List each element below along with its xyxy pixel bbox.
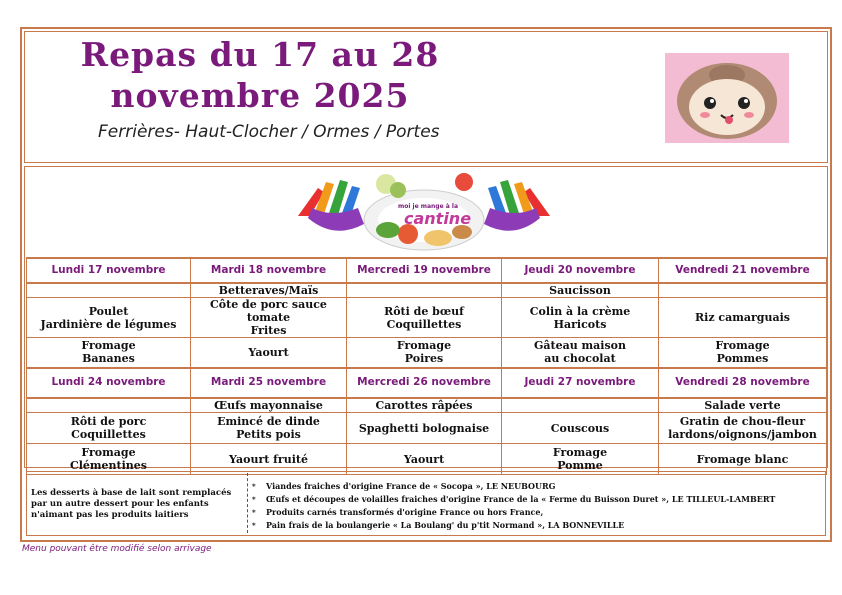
main-line: Frites — [250, 324, 287, 337]
dessert-line: au chocolat — [544, 352, 616, 366]
main-cell — [191, 298, 347, 338]
arrival-note: Menu pouvant être modifié selon arrivage — [22, 544, 212, 554]
main-line: Côte de porc sauce tomate — [210, 298, 327, 324]
day-header: Lundi 24 novembre — [27, 368, 191, 398]
main-cell — [502, 413, 659, 444]
banner-text-main: cantine — [404, 209, 472, 228]
day-header: Mardi 25 novembre — [191, 368, 347, 398]
dessert-line: Yaourt — [403, 452, 445, 466]
starter-cell — [27, 398, 191, 413]
main-line: Poulet — [88, 304, 129, 318]
starter-cell: Salade verte — [659, 398, 827, 413]
dessert-cell — [191, 444, 347, 475]
week1-day-row — [27, 258, 827, 283]
cantine-banner — [288, 168, 560, 254]
day-header: Jeudi 27 novembre — [502, 368, 659, 398]
dessert-cell — [347, 444, 502, 475]
main-line: lardons/oignons/jambon — [668, 428, 817, 441]
origin-text: Œufs et découpes de volailles fraiches d'origine France de la « Ferme du Buisson Duret », LE TILLEUL-LAMBERT — [266, 494, 776, 504]
dessert-cell — [502, 444, 659, 475]
bullet-icon: * — [252, 482, 256, 491]
dessert-line: Pomme — [557, 459, 603, 472]
dessert-line: Fromage — [552, 446, 608, 459]
main-line: Coquillettes — [386, 317, 462, 331]
origin-item — [252, 506, 822, 519]
main-cell — [191, 413, 347, 444]
main-line: Rôti de bœuf — [384, 304, 464, 318]
dessert-line: Fromage — [396, 339, 452, 353]
banner-text-top: moi je mange à la — [398, 203, 459, 210]
dessert-note — [31, 488, 236, 521]
main-line: Couscous — [550, 421, 610, 435]
dessert-note-line: n'aimant pas les produits laitiers — [31, 510, 189, 520]
origin-item — [252, 519, 822, 532]
origin-text: Produits carnés transformés d'origine France ou hors France, — [266, 507, 544, 517]
starter-cell — [27, 283, 191, 298]
starter-cell: Saucisson — [502, 283, 659, 298]
dessert-cell — [27, 444, 191, 475]
main-line: Jardinière de légumes — [40, 317, 177, 331]
main-cell — [659, 298, 827, 338]
main-line: Rôti de porc — [70, 415, 147, 428]
day-header: Vendredi 28 novembre — [659, 368, 827, 398]
title-line-2: novembre 2025 — [110, 76, 410, 115]
main-cell — [502, 298, 659, 338]
main-cell — [27, 413, 191, 444]
main-line: Colin à la crème — [529, 304, 631, 318]
origin-item — [252, 493, 822, 506]
dessert-line: Fromage — [715, 339, 770, 353]
day-header: Jeudi 20 novembre — [502, 258, 659, 283]
page-subtitle: Ferrières- Haut-Clocher / Ormes / Portes — [98, 122, 440, 142]
dessert-cell — [191, 338, 347, 368]
dessert-line: Poires — [404, 352, 444, 366]
day-header: Mercredi 26 novembre — [347, 368, 502, 398]
day-header: Mardi 18 novembre — [191, 258, 347, 283]
week2-dessert-row — [27, 444, 827, 475]
main-line: Riz camarguais — [695, 311, 790, 324]
main-line: Emincé de dinde — [217, 415, 320, 428]
menu-table — [26, 257, 827, 475]
dessert-cell — [659, 338, 827, 368]
dessert-line: Pommes — [716, 352, 769, 366]
main-line: Haricots — [553, 317, 607, 331]
week2-main-row — [27, 413, 827, 444]
starter-cell: Œufs mayonnaise — [191, 398, 347, 413]
avatar — [665, 53, 789, 143]
footer-divider — [247, 473, 248, 533]
starter-cell: Carottes râpées — [347, 398, 502, 413]
main-line: Coquillettes — [71, 428, 146, 441]
starter-cell — [502, 398, 659, 413]
main-line: Gratin de chou-fleur — [679, 415, 806, 428]
dessert-cell — [347, 338, 502, 368]
week1-starter-row — [27, 283, 827, 298]
dessert-cell — [27, 338, 191, 368]
cantine-hands-illustration — [288, 168, 560, 254]
dessert-line: Fromage — [81, 339, 136, 353]
day-header: Lundi 17 novembre — [27, 258, 191, 283]
main-cell — [659, 413, 827, 444]
week1-main-row — [27, 298, 827, 338]
origin-item — [252, 480, 822, 493]
dessert-line: Yaourt fruité — [229, 452, 308, 466]
bullet-icon: * — [252, 495, 256, 504]
dessert-note-line: Les desserts à base de lait sont remplacés — [31, 488, 232, 498]
starter-cell: Betteraves/Maïs — [191, 283, 347, 298]
main-cell — [347, 413, 502, 444]
dessert-cell — [659, 444, 827, 475]
title-line-1: Repas du 17 au 28 — [80, 35, 440, 74]
main-line: Petits pois — [236, 428, 301, 441]
origin-text: Viandes fraiches d'origine France de « Socopa », LE NEUBOURG — [266, 481, 556, 491]
page-title — [60, 34, 460, 116]
week2-day-row — [27, 368, 827, 398]
starter-cell — [347, 283, 502, 298]
origin-text: Pain frais de la boulangerie « La Boulang' du p'tit Normand », LA BONNEVILLE — [266, 520, 625, 530]
week2-starter-row — [27, 398, 827, 413]
week1-dessert-row — [27, 338, 827, 368]
cartoon-face-icon — [665, 53, 789, 143]
day-header: Mercredi 19 novembre — [347, 258, 502, 283]
dessert-line: Fromage — [81, 446, 136, 459]
dessert-line: Clémentines — [69, 459, 148, 472]
main-cell — [27, 298, 191, 338]
dessert-line: Bananes — [82, 352, 135, 366]
main-cell — [347, 298, 502, 338]
dessert-line: Yaourt — [248, 345, 289, 359]
dessert-cell — [502, 338, 659, 368]
day-header: Vendredi 21 novembre — [659, 258, 827, 283]
dessert-note-line: par un autre dessert pour les enfants — [31, 499, 209, 509]
origins-list — [252, 480, 822, 532]
main-line: Spaghetti bolognaise — [358, 421, 490, 435]
dessert-line: Gâteau maison — [533, 339, 627, 353]
starter-cell — [659, 283, 827, 298]
bullet-icon: * — [252, 521, 256, 530]
bullet-icon: * — [252, 508, 256, 517]
dessert-line: Fromage blanc — [696, 452, 789, 466]
